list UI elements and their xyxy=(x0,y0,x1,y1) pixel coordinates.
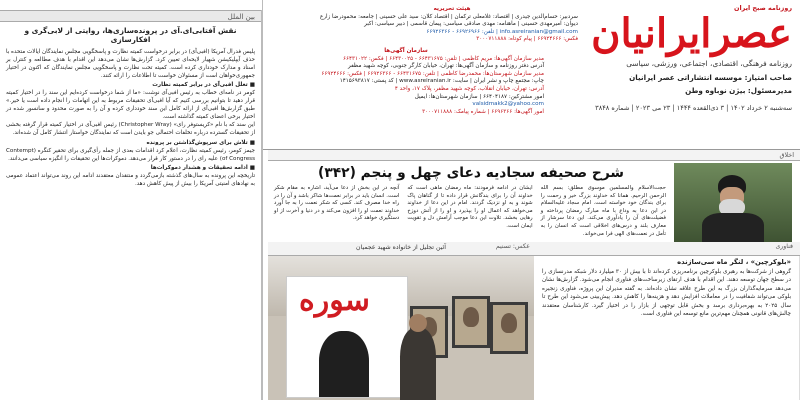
ads-email[interactable]: valsidmakk2@yahoo.com xyxy=(472,101,544,108)
ads-line: آدرس: تهران، خیابان انقلاب، کوچه شهید مظفر، پلاک ۱۷، واحد ۴ xyxy=(394,85,544,92)
ads-line: مدیر سازمان شهرستان‌ها: محمدرضا کاظمی | تلفن: ۶۶۴۳۱۶۷۵ - ۶۶۹۲۶۳۶۶ | فکس: ۶۶۹۲۴۶۶۶ xyxy=(321,70,544,77)
left-subhead: ■ ادامه تحقیقات و هشدار دموکرات‌ها xyxy=(150,164,255,171)
masthead xyxy=(262,0,800,150)
poster-word: سوره xyxy=(299,283,370,318)
article-column-text: حجت‌الاسلام والمسلمین موسوی مطلق: بسم الله الرحمن الرحیم. همانا که خداوند بزرگ خیر و رحمت را برای بندگان خود خواسته است. امام سجاد علیه‌السلام در این دعا به وداع با ماه مبارک رمضان پرداخته و فضیلت‌های آن را یادآوری می‌کند. این دعا سرشار از معارف بلند و درس‌های اخلاقی است که انسان را به تأمل در نعمت‌های الهی فرا می‌خواند. xyxy=(540,185,666,237)
column-divider xyxy=(262,0,263,400)
left-headline[interactable]: نقش آفتابی‌ای.آی در پرونده‌سازی‌ها، روایتی از لابی‌گری و افکارسازی xyxy=(24,26,237,45)
international-column xyxy=(0,10,262,400)
editorial-board-title: هیئت تحریریه xyxy=(433,6,471,12)
newspaper-logo[interactable]: عصرایرانیان xyxy=(591,10,792,57)
left-subhead: ■ تلاش برای سرپوش‌گذاشتن بر پرونده xyxy=(146,139,255,146)
ads-line: مدیر سازمان آگهی‌ها: مریم کاظمی | تلفن: ۶۶۴۳۱۶۷۵ - ۶۶۴۳۰۰۲۵ | فکس: ۶۶۴۳۱۰۲۲ xyxy=(343,55,544,62)
masthead-owner: صاحب امتیاز: موسسه انتشاراتی عصر ایرانیان xyxy=(629,73,792,82)
editorial-line: سردبیر: حسام‌الدین جیدری | اقتصاد: غلامعلی ترکمان | اقتصاد کلان: سید علی حسینی | جامعه: محمودرضا زارع xyxy=(319,13,578,20)
editorial-line: دیوان: امیرمهدی حسینی | ماهنامه: مهدی صادقی سیاسی: پیمان قاسمی | دبیر سیاسی: اکبر xyxy=(364,21,578,28)
left-paragraph: کومر در نامه‌ای خطاب به رئیس افبی‌آی نوشت: «ما از شما درخواست کرده‌ایم این سند را در اختیار کمیته قرار دهید تا بتوانیم بررسی کنیم که آیا افبی‌آی تحقیقات مربوط به این اتهامات را انجام داده است یا خیر.» طبق گزارش‌ها افبی‌آی از ارائه کامل این سند خودداری کرده و آن را به صورت محدود و سانسور شده در اختیار برخی اعضای کمیته گذاشته است. xyxy=(6,89,255,121)
surah-poster xyxy=(286,276,408,398)
editorial-email[interactable]: info.asreiranian@gmail.com | تلفن: ۶۶۹۲۶۹۶۶ - ۶۶۹۲۶۳۶۶ xyxy=(426,28,578,35)
masthead-info xyxy=(266,6,584,142)
editorial-line: فکس: ۶۶۹۲۴۶۶۶ | پیام کوتاه: ۳۰۰۰۷۱۱۸۸۸ xyxy=(476,36,578,43)
masthead-pretitle: روزنامه صبح ایران xyxy=(733,4,792,12)
section-tab-bar xyxy=(268,150,800,161)
photo-credit: عکس: تسنیم xyxy=(495,243,530,250)
left-subhead: ■ تعلل افبی‌آی در برابر کمیته نظارت xyxy=(152,81,255,88)
person-figure xyxy=(400,328,436,400)
tech-article-body: گروهی از شرکت‌ها به رهبری بلوکرچین برنامه‌ریزی کرده‌اند تا با بیش از ۳۰ میلیارد دلار شبکه مدرنسازی را در سطح جهان توسعه دهند. این اقدام با هدف ارتقای زیرساخت‌های فناوری انجام می‌شود. گزارش‌ها نشان می‌دهد سرمایه‌گذاران بزرگ به این طرح علاقه نشان داده‌اند. به گفته مدیران این پروژه، فناوری زنجیره بلوکی می‌تواند شفافیت را در معاملات افزایش دهد و هزینه‌ها را کاهش دهد. پیش‌بینی می‌شود این طرح تا سال ۲۰۲۵ به بهره‌برداری برسد و بخش قابل توجهی از بازار را در اختیار گیرد. کارشناسان معتقدند چالش‌های قانونی همچنان مهم‌ترین مانع توسعه این فناوری است. xyxy=(542,269,792,318)
ads-line: امور مشترکین: ۶۶۴۰۴۱۸۷ | سازمان شهرستان‌ها: ایمیل xyxy=(414,93,544,100)
issue-dateline: سه‌شنبه ۲ خرداد ۱۴۰۲ | ۳ ذی‌القعده ۱۴۴۴ | ۲۳ می ۲۰۲۳ | شماره ۳۸۴۸ xyxy=(595,104,792,112)
article-title[interactable]: شرح صحیفه سجادیه دعای چهل و پنجم (۳۴۲) xyxy=(318,165,624,181)
article-column-text: آنچه در این بخش از دعا می‌آید، اشاره به مقام شکر است. انسان باید در برابر نعمت‌ها شاکر باشد و آن را در راه خدا مصرف کند. کسی که شکر نعمت را به جا آورد خداوند نعمت او را افزون می‌کند و در دنیا و آخرت از او دستگیری خواهد کرد. xyxy=(274,185,400,222)
masthead-brand xyxy=(582,4,792,144)
sahifeh-article xyxy=(268,150,800,242)
section-label: بین الملل xyxy=(0,10,261,22)
left-paragraph: این سند که با نام «کریستوفر رای» (Christopher Wray) رئیس افبی‌آی در اختیار کمیته قرار گرفته بخشی از تحقیقات گسترده درباره تخلفات احتمالی جو بایدن است که نمایندگان خواستار انتشار کامل آن شده‌اند. xyxy=(6,122,255,137)
section-tab-ethics: اخلاق xyxy=(779,151,794,159)
masthead-manager: مدیرمسئول: بیژن نوباوه وطن xyxy=(685,86,792,95)
left-paragraph: تاریخچه این پرونده به سال‌های گذشته بازمی‌گردد و منتقدان معتقدند ادامه این روند می‌تواند اعتماد عمومی به نهادهای امنیتی آمریکا را بیش از پیش کاهش دهد. xyxy=(6,172,255,187)
tech-article xyxy=(534,243,800,400)
ads-line: امور آگهی‌ها: ۶۶۹۶۳۶۶ | شماره پیامک: ۳۰۰۰۷۱۱۸۸۸ xyxy=(422,108,544,115)
article-columns xyxy=(274,185,666,238)
tech-article-title[interactable]: «بلوکرچین» ، لنگر ماه سی‌سازنده xyxy=(677,258,791,266)
article-column-text: ایشان در ادامه فرمودند: ماه رمضان ماهی است که خداوند آن را برای بندگانش قرار داده تا از گناهان پاک شوند و به او نزدیک گردند. امام در این دعا از خداوند می‌خواهد که اعمال او را بپذیرد و او را از آتش دوزخ رهایی بخشد. تلاوت این دعا موجب آرامش دل و تقویت ایمان است. xyxy=(407,185,533,229)
left-paragraph: پلیس فدرال آمریکا (افبی‌آی) در برابر درخواست کمیته نظارت و پاسخگویی مجلس نمایندگان ایالات متحده با حذف آیپلیکیشن شهیار لایحه‌ای تعیین کرد. گزارش‌ها نشان می‌دهد این اقدام با هدف مطالعه و کنترل بر اسناد و مدارک خودداری کرده است. کمیته تحت نظارت و پاسخگویی مجلس نمایندگان که اکنون در اختیار جمهوری‌خواهان است از مسئولان خواست تا اطلاعات را ارائه کنند. xyxy=(6,48,255,79)
ads-line: چاپ: مجتمع چاپ و نشر ایران | سایت: www.asreiranian.ir | کد پستی: ۱۴۱۵۶۹۳۸۱۷ xyxy=(339,78,544,85)
cleric-portrait xyxy=(674,163,792,243)
photo-caption: آئین تجلیل از خانواده شهید عجمیان xyxy=(356,244,446,251)
section-tab-tech: فناوری xyxy=(775,243,793,250)
ads-title: سازمان آگهی‌ها xyxy=(384,47,428,54)
masthead-tagline: روزنامه فرهنگی، اقتصادی، اجتماعی، ورزشی، سیاسی xyxy=(626,59,792,68)
photo-caption-bar xyxy=(268,242,800,256)
ads-line: آدرس دفتر روزنامه و سازمان آگهی‌ها: تهران، خیابان کارگر جنوبی، کوچه شهید مظفر xyxy=(348,63,544,70)
left-paragraph: جیمز کومر، رئیس کمیته نظارت، اعلام کرد اقدامات بعدی از جمله رأی‌گیری برای تحقیر کنگره (Contempt of Congress) علیه رای را در دستور کار قرار می‌دهد. دموکرات‌ها این تحقیقات را انگیزه سیاسی می‌دانند. xyxy=(6,147,255,162)
